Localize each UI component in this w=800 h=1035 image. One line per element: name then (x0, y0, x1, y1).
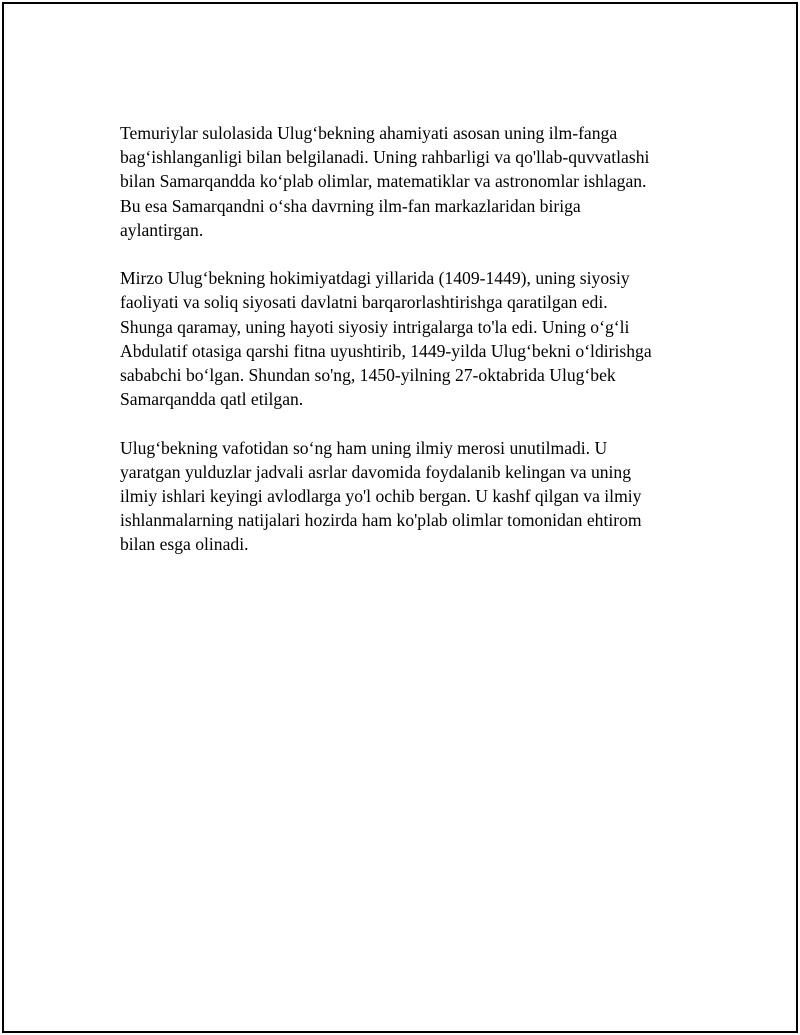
text-line: Abdulatif otasiga qarshi fitna uyushtirib, 1449-yilda Ulug‘bekni o‘ldirishga (120, 340, 652, 361)
text-line: Mirzo Ulug‘bekning hokimiyatdagi yillarida (1409-1449), uning siyosiy (120, 268, 630, 289)
text-line: Ulug‘bekning vafotidan so‘ng ham uning ilmiy merosi unutilmadi. U (120, 437, 608, 458)
text-line: ilmiy ishlari keyingi avlodlarga yo'l ochib bergan. U kashf qilgan va ilmiy (120, 486, 642, 507)
paragraph-1 (120, 121, 692, 242)
text-line: Shunga qaramay, uning hayoti siyosiy intrigalarga to'la edi. Uning o‘g‘li (120, 316, 630, 337)
text-line: Bu esa Samarqandni o‘sha davrning ilm-fan markazlaridan biriga (120, 195, 581, 216)
text-line: yaratgan yulduzlar jadvali asrlar davomida foydalanib kelingan va uning (120, 461, 632, 482)
text-line: ishlanmalarning natijalari hozirda ham ko'plab olimlar tomonidan ehtirom (120, 510, 642, 531)
text-line: bilan esga olinadi. (120, 534, 249, 555)
paragraph-3 (120, 436, 692, 557)
page-frame (2, 2, 798, 1033)
text-line: bilan Samarqandda ko‘plab olimlar, matematiklar va astronomlar ishlagan. (120, 171, 647, 192)
text-line: bag‘ishlanganligi bilan belgilanadi. Uning rahbarligi va qo'llab-quvvatlashi (120, 147, 650, 168)
text-line: Samarqandda qatl etilgan. (120, 389, 304, 410)
text-line: aylantirgan. (120, 219, 204, 240)
document-body (120, 121, 692, 581)
text-line: sababchi bo‘lgan. Shundan so'ng, 1450-yilning 27-oktabrida Ulug‘bek (120, 365, 616, 386)
paragraph-2 (120, 266, 692, 411)
text-line: Temuriylar sulolasida Ulug‘bekning ahamiyati asosan uning ilm-fanga (120, 123, 618, 143)
text-line: faoliyati va soliq siyosati davlatni barqarorlashtirishga qaratilgan edi. (120, 292, 608, 313)
